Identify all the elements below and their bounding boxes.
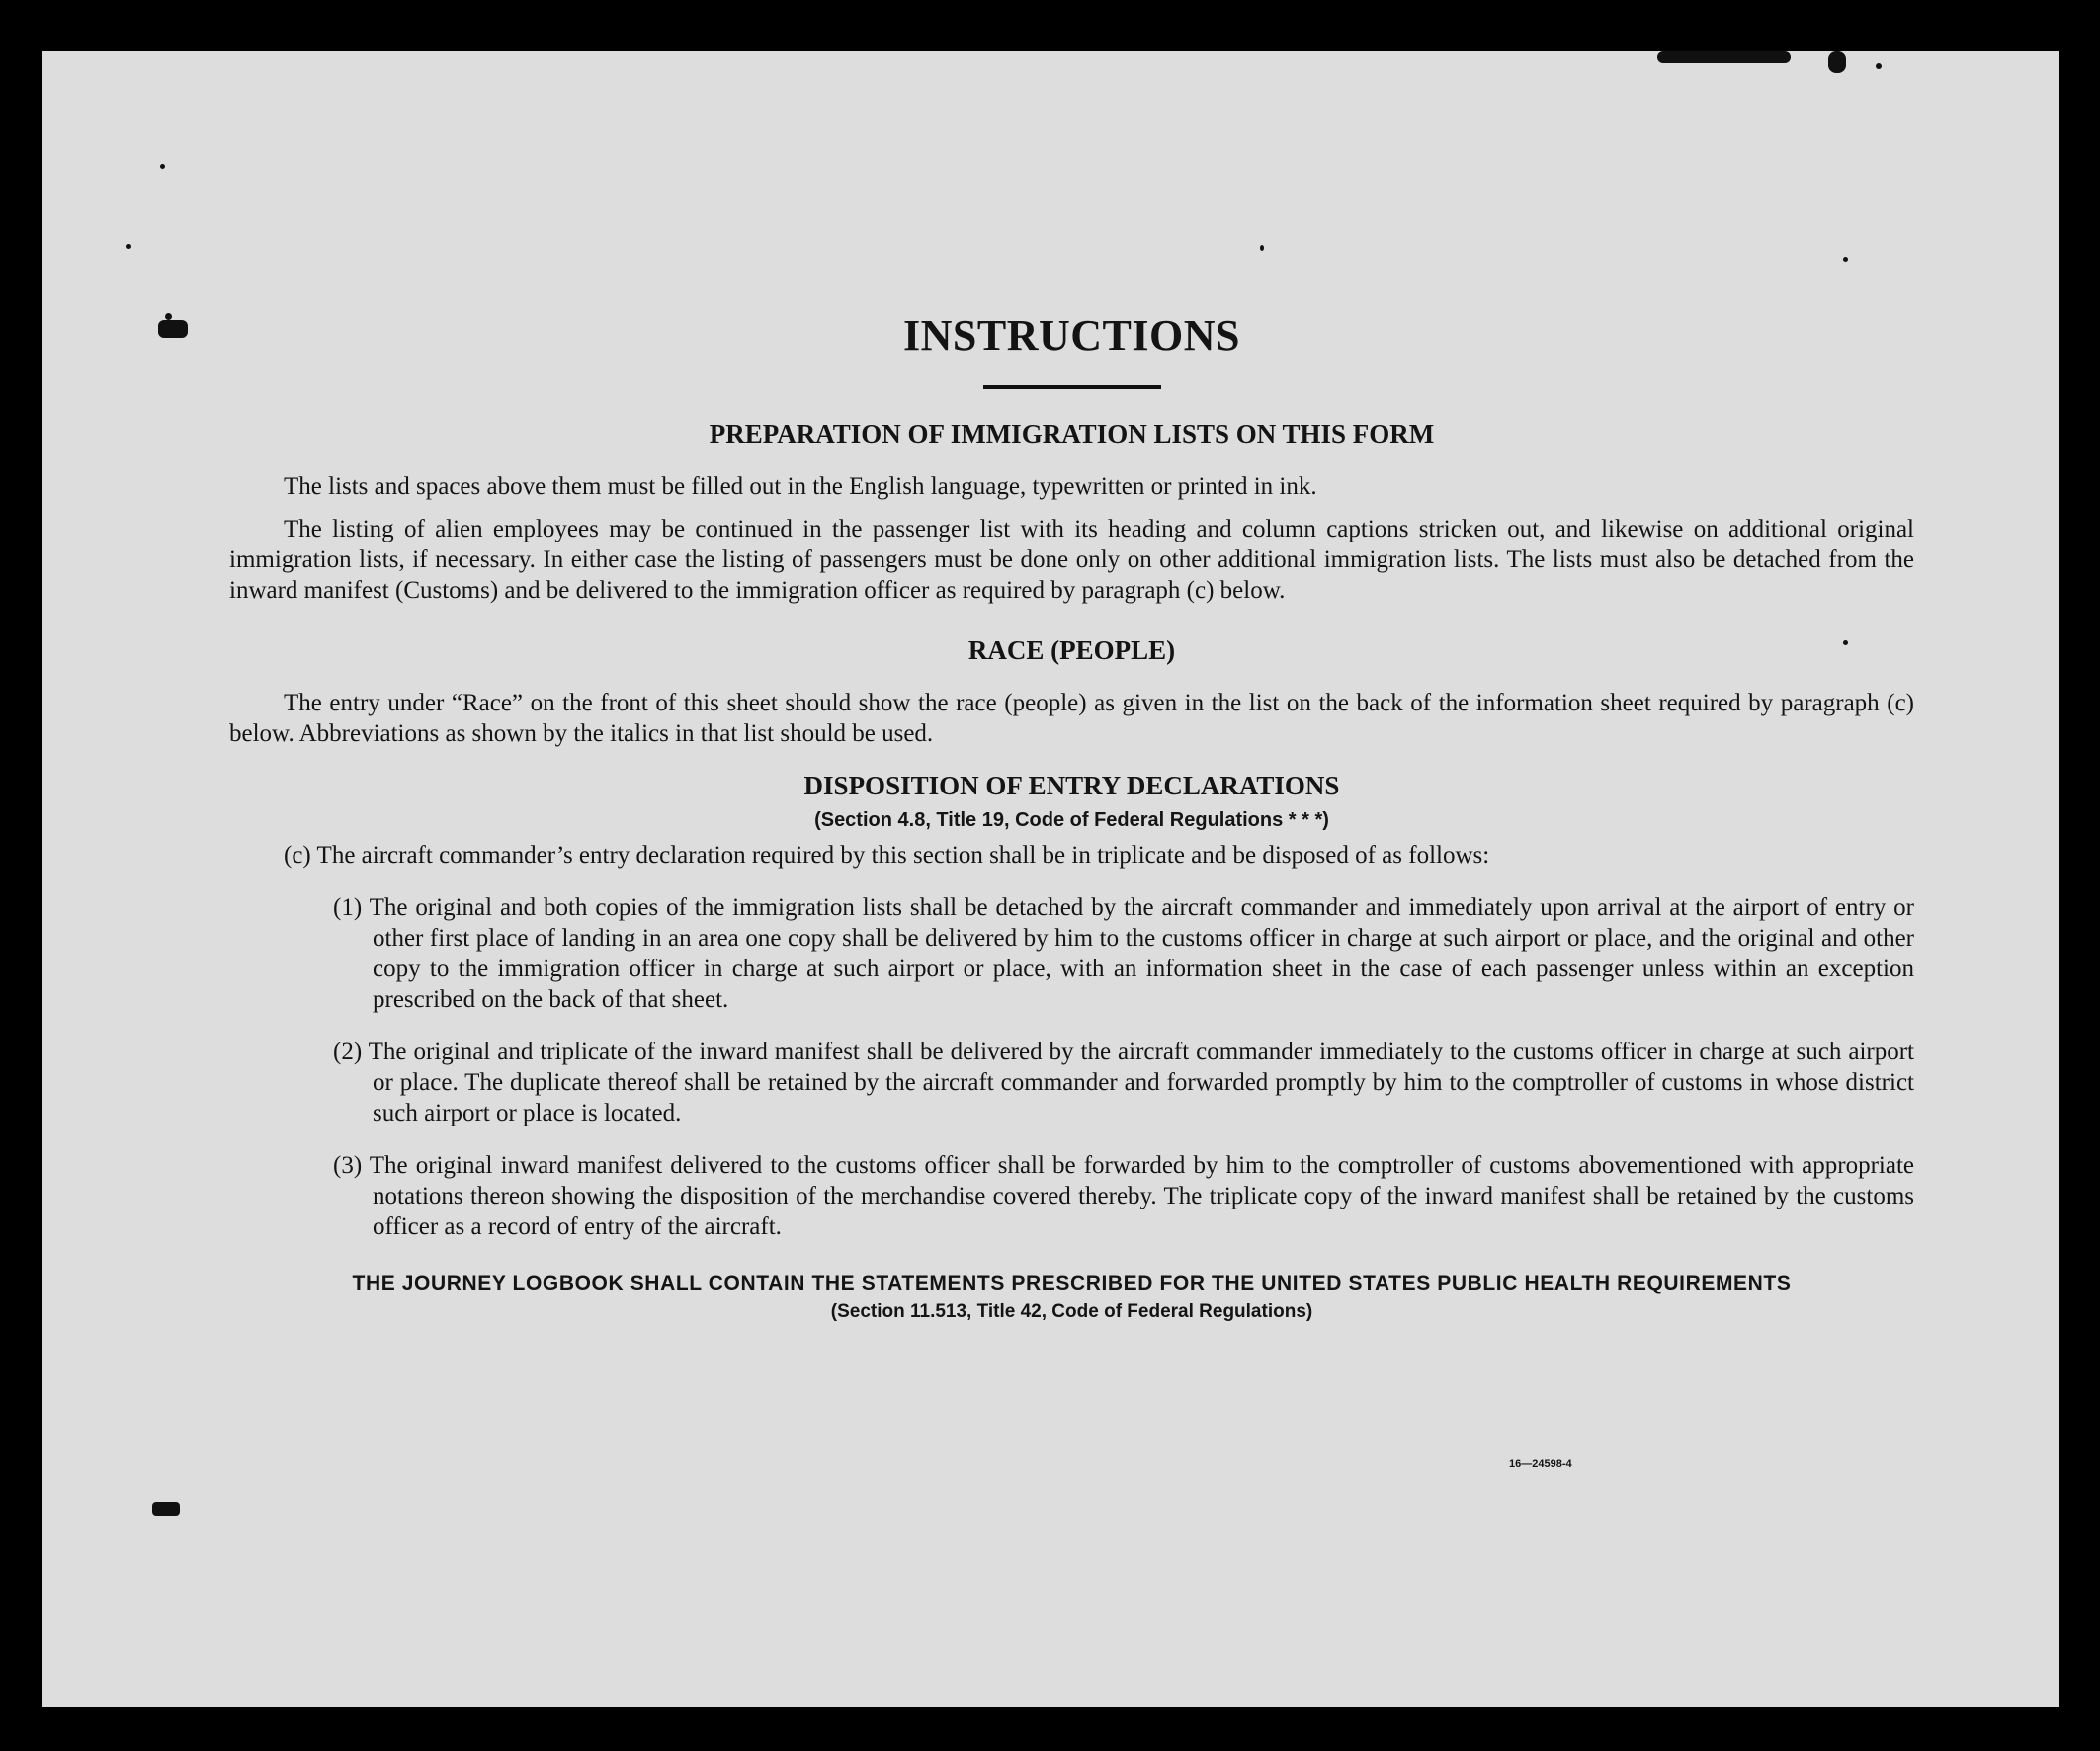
scan-speck	[1657, 51, 1791, 63]
form-number: 16—24598-4	[1509, 1459, 1572, 1470]
page-title: INSTRUCTIONS	[903, 311, 1240, 360]
instructions-content	[229, 308, 1914, 1323]
scan-speck	[160, 164, 165, 169]
section-heading-disposition: DISPOSITION OF ENTRY DECLARATIONS	[803, 771, 1340, 800]
scan-speck	[1876, 63, 1882, 69]
footer-citation: (Section 11.513, Title 42, Code of Federal Regulations)	[830, 1301, 1313, 1322]
footer-statement: THE JOURNEY LOGBOOK SHALL CONTAIN THE STATEMENTS PRESCRIBED FOR THE UNITED STATES PUBLIC HEALTH REQUIREMENTS	[352, 1272, 1792, 1294]
section-heading-preparation: PREPARATION OF IMMIGRATION LISTS ON THIS FORM	[709, 419, 1435, 449]
disposition-intro: (c) The aircraft commander’s entry declaration required by this section shall be in triplicate and be disposed of as follows:	[284, 842, 1490, 869]
disposition-item-3: (3) The original inward manifest delivered to the customs officer shall be forwarded by him to the comptroller of customs abovementioned with appropriate notations thereon showing the disposition of the merchandise covered thereby. The triplicate copy of the inward manifest shall be retained by the customs officer as a record of entry of the aircraft.	[333, 1152, 1914, 1240]
scan-speck	[158, 320, 188, 338]
preparation-paragraph-2: The listing of alien employees may be continued in the passenger list with its heading and column captions stricken out, and likewise on additional original immigration lists, if necessary. In either case the listing of passengers must be done only on other additional immigration lists. The lists must also be detached from the inward manifest (Customs) and be delivered to the immigration officer as required by paragraph (c) below.	[229, 516, 1914, 604]
disposition-item-2: (2) The original and triplicate of the inward manifest shall be delivered by the aircraft commander immediately to the customs officer in charge at such airport or place. The duplicate thereof shall be retained by the aircraft commander and forwarded promptly by him to the comptroller of customs in whose district such airport or place is located.	[333, 1039, 1914, 1126]
scan-speck	[1828, 51, 1846, 73]
scan-speck	[126, 244, 131, 249]
scan-speck	[165, 313, 172, 320]
scan-speck	[152, 1502, 180, 1516]
scan-speck	[1260, 245, 1264, 251]
section-heading-race: RACE (PEOPLE)	[967, 635, 1176, 665]
disposition-citation: (Section 4.8, Title 19, Code of Federal Regulations * * *)	[814, 809, 1329, 831]
race-paragraph: The entry under “Race” on the front of this sheet should show the race (people) as given in the list on the back of the information sheet required by paragraph (c) below. Abbreviations as shown by the italics in that list should be used.	[229, 690, 1914, 747]
paper-sheet	[42, 51, 2059, 1707]
disposition-item-1: (1) The original and both copies of the immigration lists shall be detached by the aircraft commander and immediately upon arrival at the airport of entry or other first place of landing in an area one copy shall be delivered by him to the customs officer in charge at such airport or place, and the original and other copy to the immigration officer in charge at such airport or place, with an information sheet in the case of each passenger unless within an exception prescribed on the back of that sheet.	[333, 894, 1914, 1013]
preparation-paragraph-1: The lists and spaces above them must be filled out in the English language, typewritten or printed in ink.	[284, 473, 1317, 500]
scan-speck	[1843, 257, 1848, 262]
